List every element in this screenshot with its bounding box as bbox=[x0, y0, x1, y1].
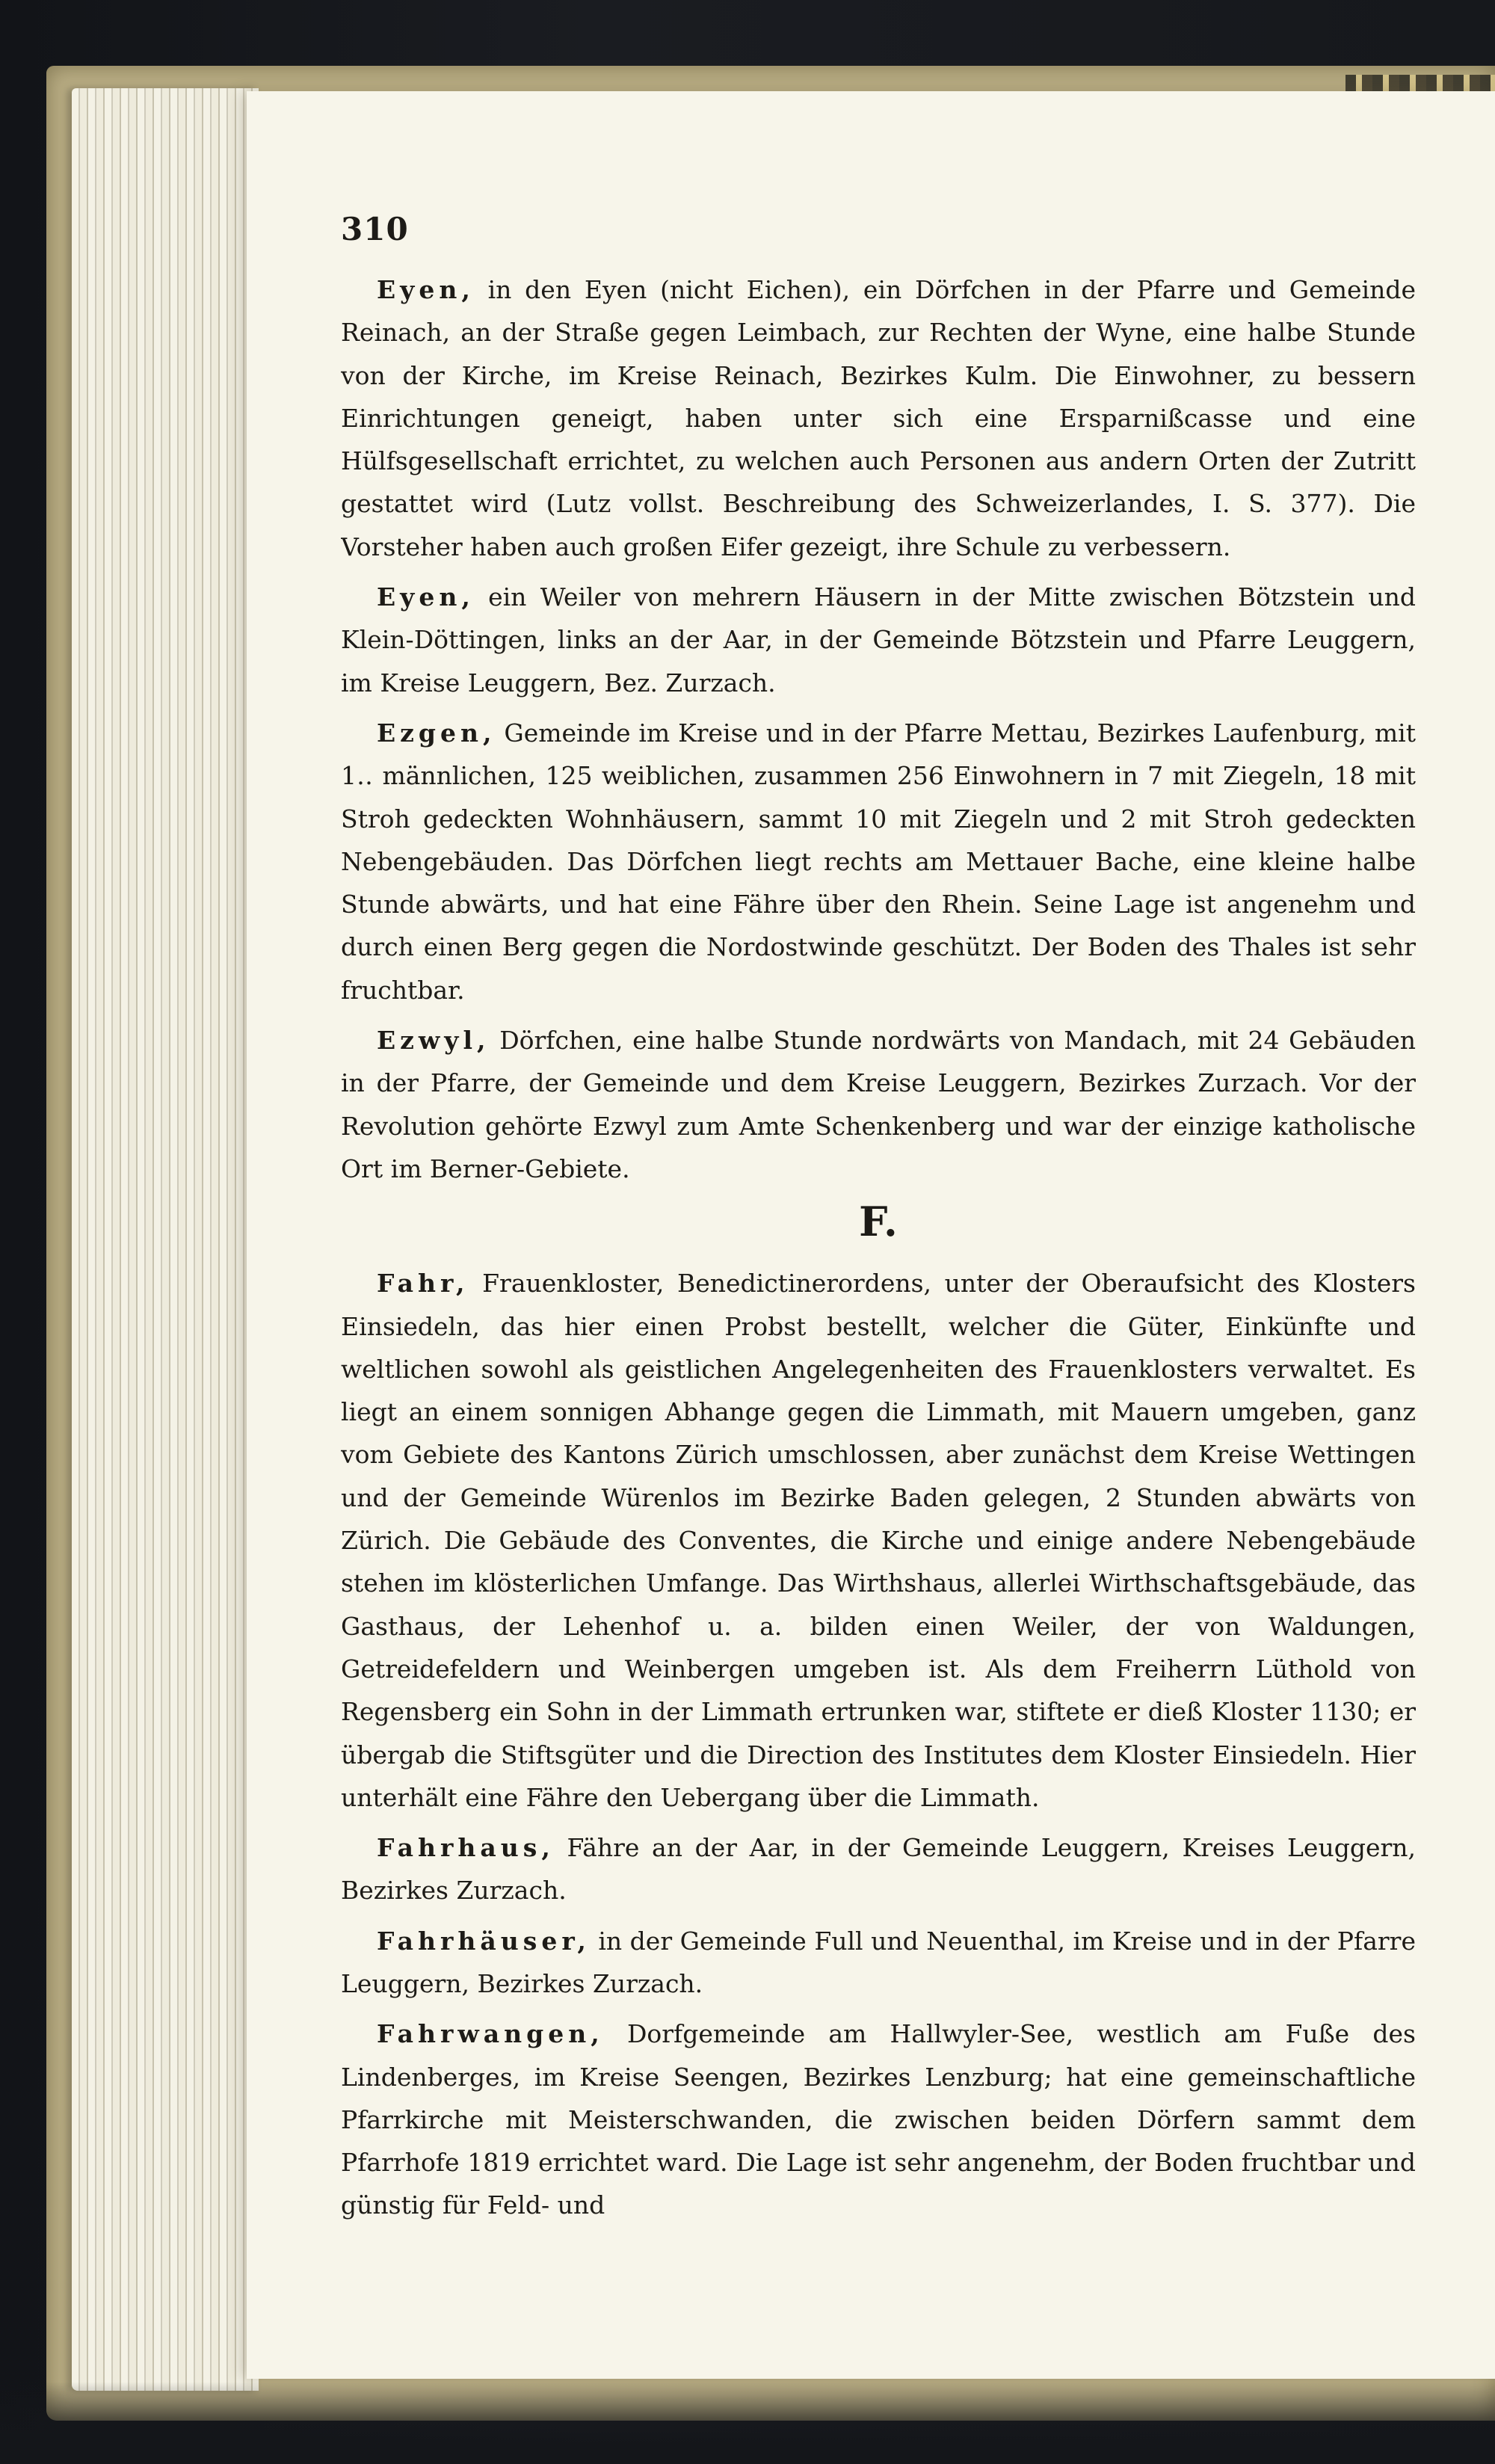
entry-head: Eyen, bbox=[377, 582, 475, 612]
entry-body: Frauenkloster, Benedictinerordens, unter der Oberaufsicht des Klosters Einsiedeln, das hier einen Probst bestellt, welcher die Güter, Einkünfte und weltlichen sowohl als geistlichen Angelegenheiten des Frauenklosters verwaltet. Es liegt an einem sonnigen Abhange gegen die Limmath, mit Mauern umgeben, ganz vom Gebiete des Kantons Zürich umschlossen, aber zunächst dem Kreise Wettingen und der Gemeinde Würenlos im Bezirke Baden gelegen, 2 Stunden abwärts von Zürich. Die Gebäude des Conventes, die Kirche und einige andere Nebengebäude stehen im klösterlichen Umfange. Das Wirthshaus, allerlei Wirthschaftsgebäude, das Gasthaus, der Lehenhof u. a. bilden einen Weiler, der von Waldungen, Getreidefeldern und Weinbergen umgeben ist. Als dem Freiherrn Lüthold von Regensberg ein Sohn in der Limmath ertrunken war, stiftete er dieß Kloster 1130; er übergab die Stiftsgüter und die Direction des Institutes dem Kloster Einsiedeln. Hier unterhält eine Fähre den Uebergang über die Limmath. bbox=[341, 1269, 1416, 1812]
entry-body: Fähre an der Aar, in der Gemeinde Leuggern, Kreises Leuggern, Bezirkes Zurzach. bbox=[341, 1833, 1416, 1906]
scan-bottom-shadow bbox=[0, 2382, 1495, 2464]
entry-ezwyl bbox=[341, 1019, 1416, 1190]
entry-head: Ezgen, bbox=[377, 718, 496, 748]
entry-fahrhaus bbox=[341, 1826, 1416, 1912]
entry-fahr bbox=[341, 1262, 1416, 1819]
entry-ezgen bbox=[341, 712, 1416, 1011]
page-content bbox=[341, 211, 1416, 2304]
entry-body: Dorfgemeinde am Hallwyler-See, westlich am Fuße des Lindenberges, im Kreise Seengen, Bezirkes Lenzburg; hat eine gemeinschaftliche Pfarrkirche mit Meisterschwanden, die zwischen beiden Dörfern sammt dem Pfarrhofe 1819 errichtet ward. Die Lage ist sehr angenehm, der Boden fruchtbar und günstig für Feld- und bbox=[341, 2019, 1416, 2220]
page-edges bbox=[72, 88, 259, 2391]
entry-head: Fahrhaus, bbox=[377, 1833, 555, 1863]
entry-head: Eyen, bbox=[377, 275, 475, 304]
entry-body: ein Weiler von mehrern Häusern in der Mitte zwischen Bötzstein und Klein-Döttingen, links an der Aar, in der Gemeinde Bötzstein und Pfarre Leuggern, im Kreise Leuggern, Bez. Zurzach. bbox=[341, 582, 1416, 697]
entry-body: Dörfchen, eine halbe Stunde nordwärts von Mandach, mit 24 Gebäuden in der Pfarre, der Gemeinde und dem Kreise Leuggern, Bezirkes Zurzach. Vor der Revolution gehörte Ezwyl zum Amte Schenkenberg und war der einzige katholische Ort im Berner-Gebiete. bbox=[341, 1026, 1416, 1183]
entry-body: in den Eyen (nicht Eichen), ein Dörfchen in der Pfarre und Gemeinde Reinach, an der Straße gegen Leimbach, zur Rechten der Wyne, eine halbe Stunde von der Kirche, im Kreise Reinach, Bezirkes Kulm. Die Einwohner, zu bessern Einrichtungen geneigt, haben unter sich eine Ersparnißcasse und eine Hülfsgesellschaft errichtet, zu welchen auch Personen aus andern Orten der Zutritt gestattet wird (Lutz vollst. Beschreibung des Schweizerlandes, I. S. 377). Die Vorsteher haben auch großen Eifer gezeigt, ihre Schule zu verbessern. bbox=[341, 275, 1416, 561]
entry-fahrhaeuser bbox=[341, 1920, 1416, 2006]
section-letter-heading: F. bbox=[859, 1198, 898, 1246]
entry-eyen-2 bbox=[341, 576, 1416, 704]
book-page bbox=[247, 91, 1495, 2379]
entry-head: Ezwyl, bbox=[377, 1026, 490, 1056]
entry-head: Fahr, bbox=[377, 1269, 469, 1299]
entry-head: Fahrwangen, bbox=[377, 2019, 604, 2049]
entry-fahrwangen bbox=[341, 2012, 1416, 2226]
entry-body: Gemeinde im Kreise und in der Pfarre Mettau, Bezirkes Laufenburg, mit 1‥ männlichen, 125 weiblichen, zusammen 256 Einwohnern in 7 mit Ziegeln, 18 mit Stroh gedeckten Wohnhäusern, sammt 10 mit Ziegeln und 2 mit Stroh gedeckten Nebengebäuden. Das Dörfchen liegt rechts am Mettauer Bache, eine kleine halbe Stunde abwärts, und hat eine Fähre über den Rhein. Seine Lage ist angenehm und durch einen Berg gegen die Nordostwinde geschützt. Der Boden des Thales ist sehr fruchtbar. bbox=[341, 718, 1416, 1005]
entry-head: Fahrhäuser, bbox=[377, 1926, 591, 1956]
entry-eyen-1 bbox=[341, 268, 1416, 568]
entry-body: in der Gemeinde Full und Neuenthal, im Kreise und in der Pfarre Leuggern, Bezirkes Zurzach. bbox=[341, 1926, 1416, 1998]
page-number: 310 bbox=[341, 211, 409, 247]
